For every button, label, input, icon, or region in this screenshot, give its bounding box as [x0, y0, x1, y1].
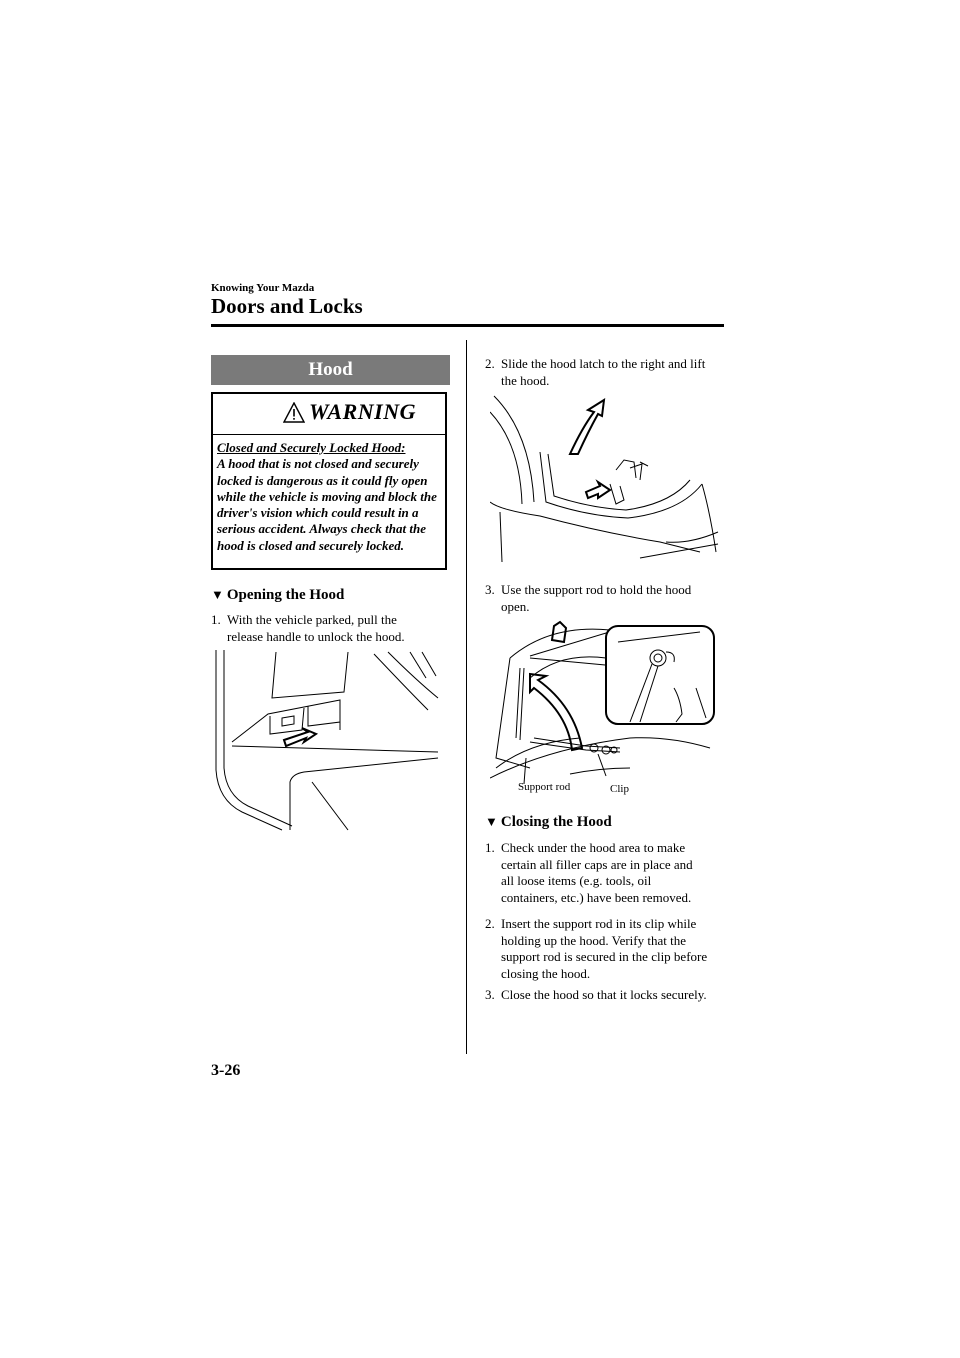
- hood-section-banner: Hood: [211, 355, 450, 385]
- step-line: containers, etc.) have been removed.: [501, 889, 692, 905]
- subhead-opening-the-hood: [211, 587, 344, 604]
- step-number: 2.: [485, 916, 495, 931]
- warning-lead: Closed and Securely Locked Hood:: [217, 440, 406, 455]
- step-line: the hood.: [501, 372, 550, 388]
- warning-box: [211, 392, 447, 570]
- page-number: 3-26: [211, 1062, 241, 1079]
- step-close-3: [485, 987, 730, 1004]
- step-open-1: [211, 612, 451, 645]
- step-close-1: [485, 840, 730, 906]
- step-line: holding up the hood. Verify that the: [501, 932, 686, 948]
- subhead-closing-the-hood: [485, 814, 612, 831]
- hood-latch-illustration: [490, 392, 720, 564]
- step-line: Close the hood so that it locks securely.: [501, 987, 707, 1002]
- step-line: open.: [501, 598, 530, 614]
- warning-text: A hood that is not closed and securely locked is dangerous as it could fly open while the vehicle is moving and block the driver's vision which could result in a serious accident. Always check that the hood is closed and securely locked.: [217, 456, 437, 553]
- step-line: With the vehicle parked, pull the: [227, 612, 397, 627]
- header-rule: [211, 324, 724, 327]
- step-number: 3.: [485, 582, 495, 597]
- step-number: 2.: [485, 356, 495, 371]
- step-line: support rod is secured in the clip before: [501, 949, 708, 964]
- chapter-title: Doors and Locks: [211, 294, 363, 318]
- step-line: Use the support rod to hold the hood: [501, 582, 692, 597]
- warning-body: [217, 440, 443, 554]
- step-line: all loose items (e.g. tools, oil: [501, 873, 652, 888]
- step-line: release handle to unlock the hood.: [227, 628, 405, 644]
- warning-icon: [283, 402, 305, 423]
- column-divider: [466, 340, 467, 1054]
- warning-header: [213, 394, 445, 435]
- step-line: Insert the support rod in its clip while: [501, 916, 697, 931]
- support-rod-label: Support rod: [518, 781, 571, 793]
- step-line: Slide the hood latch to the right and lift: [501, 356, 706, 371]
- step-line: Check under the hood area to make: [501, 840, 686, 855]
- subhead-opening-label: Opening the Hood: [226, 587, 345, 603]
- step-open-3: [485, 582, 730, 615]
- step-line: certain all filler caps are in place and: [501, 856, 693, 872]
- step-number: 1.: [485, 840, 495, 855]
- support-rod-illustration: [490, 618, 720, 802]
- step-number: 3.: [485, 987, 495, 1002]
- section-label: Knowing Your Mazda: [211, 282, 315, 294]
- step-line: closing the hood.: [501, 965, 591, 981]
- triangle-down-icon: ▼: [211, 587, 224, 602]
- triangle-down-icon: ▼: [485, 814, 498, 829]
- step-close-2: [485, 916, 730, 982]
- step-number: 1.: [211, 612, 221, 627]
- release-handle-illustration: [212, 650, 442, 832]
- clip-label: Clip: [610, 783, 629, 795]
- warning-title: WARNING: [309, 399, 417, 424]
- step-open-2: [485, 356, 730, 389]
- subhead-closing-label: Closing the Hood: [500, 814, 612, 830]
